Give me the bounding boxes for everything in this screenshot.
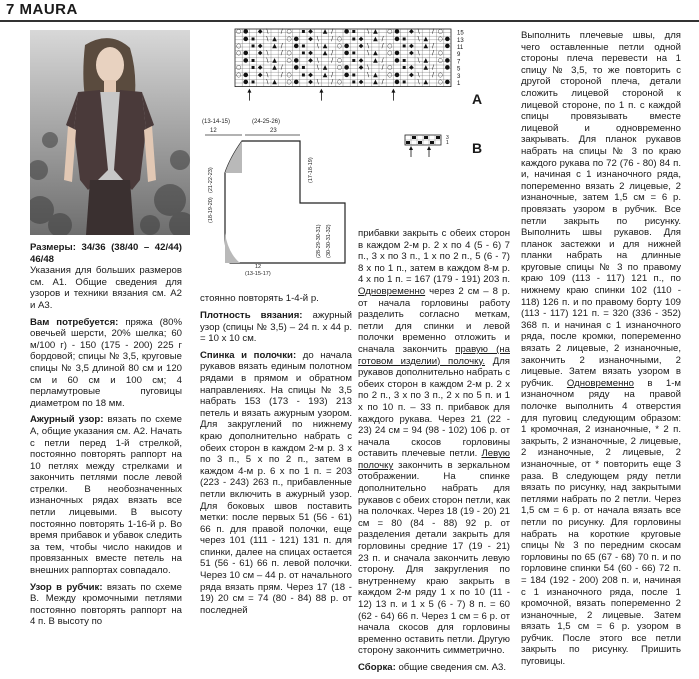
width-label-b: (24-25-26) <box>252 119 281 125</box>
chart-a-symbol: ▲ <box>272 78 277 86</box>
chart-a-symbol: ▪ <box>402 35 407 43</box>
chart-a-symbol: ● <box>293 78 299 86</box>
chart-a-symbol: ▪ <box>402 64 407 72</box>
chart-a-symbol: ▪ <box>301 28 306 36</box>
chart-a-symbol: ◆ <box>308 78 313 86</box>
chart-a-symbol: ▪ <box>250 42 256 50</box>
chart-a-symbol: ○ <box>437 78 443 86</box>
chart-a-symbol: ▪ <box>402 78 407 86</box>
chart-b-symbol <box>424 136 428 139</box>
chart-a-row-number: 13 <box>457 37 464 44</box>
height-label-a: (21-22-23) <box>208 167 214 193</box>
chart-a-symbol: ▪ <box>250 56 256 64</box>
chart-a-arrowhead <box>319 89 323 93</box>
width-label-d: 23 <box>270 128 277 134</box>
column-2-top <box>200 293 352 305</box>
chart-a-symbol: ● <box>343 71 350 79</box>
chart-a-symbol: \ <box>266 28 269 36</box>
left-front-label: Левую полочку <box>358 448 510 471</box>
chart-b-symbol <box>412 136 416 139</box>
back-label: Спинка и полочки: <box>200 349 297 361</box>
height-label-d: (28-29-30-31) <box>316 224 322 258</box>
chart-a-symbol: ◆ <box>358 35 364 43</box>
chart-a-symbol: ◆ <box>257 49 263 57</box>
finishing-text-1: Выполнить плечевые швы, для чего оставленные петли одной стороны плеча перевести на 1 спицу № 3,5, то же повторить с другой стороной плеча, детали сложить лицевой стороной к лицевой стороне, по 1 п. с каждой спицы провязывать вместе лицевой и одновременно закрывать. Для планок рукавов набрать на спицы № 3 по краю каждого рукава по 72 (76 - 80) 84 п. и, начиная с 1 изнаночного ряда, попеременно вязать 2 лицевые, 2 изнаночные, затем 1,5 см = 6 р. провязать узором в рубчик. Все петли закрыть по рисунку. Выполнить швы рукавов. Для планок застежки и для нижней планки набрать на длинные круговые спицы № 3 по правому краю 109 (113 - 117) 121 п., по нижнему краю спинки 102 (110 - 118) 126 п. и по правому борту 109 (113 - 117) 121 п. = 320 (336 - 352) 368 п. и начиная с 1 изнаночного ряда, после кромки, попеременно вязать 2 лицевые, 2 изнаночные, закончить 2 изнаночными, 2 лицевые. Затем вязать узором в рубчик. <box>521 30 681 389</box>
height-label-b: (18-19-20) <box>208 197 214 223</box>
chart-a-symbol: ○ <box>387 64 393 72</box>
chart-a-symbol: ● <box>343 64 350 72</box>
shaded-neck <box>225 141 242 173</box>
garment-schematic <box>200 113 360 293</box>
chart-a-symbol: ▪ <box>351 35 356 43</box>
chart-a-arrowhead <box>247 89 251 93</box>
sizes-label: Размеры: <box>30 242 76 253</box>
chart-a-row-number: 1 <box>457 81 461 87</box>
column-finishing <box>521 30 681 673</box>
sizes-value: 34/36 (38/40 – 42/44) 46/48 <box>30 242 182 265</box>
chart-a-symbol: / <box>331 49 334 57</box>
chart-a-symbol: \ <box>367 42 370 50</box>
rib-continuation: стоянно повторять 1-4-й р. <box>200 293 319 304</box>
chart-a-symbol: ▪ <box>351 28 356 36</box>
chart-a-symbol: ● <box>293 35 299 43</box>
chart-a-symbol: \ <box>316 35 319 43</box>
chart-a-symbol: ▲ <box>322 42 328 50</box>
bottom-label: (13-15-17) <box>245 271 271 277</box>
chart-a-symbol: ◆ <box>358 56 364 64</box>
chart-a-symbol: ● <box>394 71 400 79</box>
chart-a-symbol: / <box>280 28 283 36</box>
chart-a-symbol: ○ <box>286 35 292 43</box>
chart-a-symbol: ◆ <box>409 49 414 57</box>
rib-label: Узор в рубчик: <box>30 581 103 593</box>
chart-a-symbol: ▲ <box>373 71 378 79</box>
chart-a-symbol: \ <box>417 56 420 64</box>
finishing-text-2: в 1-м изнаночном ряду на правой полочке выполнить 4 отверстия для пуговиц следующим образом: 1 кромочная, 2 изнаночные, * 2 п. закрыть, 2 изнаночные, 2 лицевые, 2 изнаночные, 2 лицевые, 2 изнаночные, от * повторить еще 3 раза. В следующем ряду петли вязать по рисунку, над закрытыми петлями набрать по 2 петли. Через 1,5 см = 6 р. от начала вязать все петли по рисунку. Для горловины набрать на короткие круговые спицы № 3 по передним скосам горловины по 65 (67 - 68) 70 п. и по горловине спинки 54 (60 - 66) 72 п. = 184 (192 - 200) 208 п. и, начиная с 1 изнаночного ряда, после 1 кромочной, вязать попеременно 2 изнаночные, 2 лицевые. Затем вязать 1,5 см = 6 р. узором в рубчик. После этого все петли закрыть по рисунку. Пришить пуговицы. <box>521 377 681 668</box>
chart-a-symbol: / <box>431 42 435 50</box>
chart-a-symbol: ○ <box>235 64 242 72</box>
chart-a-symbol: ◆ <box>257 28 263 36</box>
decrease-text: прибавки закрыть с обеих сторон в каждом 2-м р. 2 х по 4 (5 - 6) 7 п., 3 х по 3 п., 1 х по 2 п., 5 (6 - 7) 8 х по 1 п., затем в каждом 8-м р. 4 х по 1 п. = 167 (179 - 191) 203 п. <box>358 228 510 286</box>
lace-text: вязать по схеме А, общие указания см. А2. Начать с петли перед 1-й стрелкой, постоянно повторять раппорт на 10 петлях между стрелками и закончить петлями после левой стрелки. В необозначенных изнаночных рядах вязать все петли лицевыми. В высоту постоянно повторять 1-16-й р. Во время прибавок и убавок следить за тем, чтобы число накидов и провязанных вместе петель на внешних раппортах совпадало. <box>30 414 182 577</box>
chart-a-row-number: 9 <box>457 52 461 59</box>
chart-a-symbol: ○ <box>286 49 292 57</box>
chart-b-symbol <box>406 141 410 144</box>
chart-a-symbol: \ <box>417 28 420 36</box>
chart-a-symbol: \ <box>316 78 319 86</box>
chart-a-symbol: ○ <box>437 35 443 43</box>
chart-a-symbol: ▲ <box>272 35 277 43</box>
chart-b-arrowhead <box>427 146 431 150</box>
chart-a-symbol: ○ <box>387 49 393 57</box>
chart-a-symbol: \ <box>417 71 420 79</box>
chart-a-symbol: ▪ <box>351 78 356 86</box>
chart-a-symbol: ● <box>444 35 451 43</box>
assembly-label: Сборка: <box>358 661 396 673</box>
width-label-a: (13-14-15) <box>202 119 231 125</box>
chart-a-symbol: ◆ <box>257 42 263 50</box>
width-label-c: 12 <box>210 128 217 134</box>
chart-a-symbol: ○ <box>336 42 343 50</box>
chart-a-symbol: ◆ <box>409 28 414 36</box>
chart-a-symbol: \ <box>367 49 370 57</box>
chart-a-symbol: ▲ <box>373 28 378 36</box>
chart-a-symbol: ◆ <box>308 49 313 57</box>
chart-a-symbol: \ <box>367 28 370 36</box>
chart-a-symbol: / <box>381 78 384 86</box>
chart-a-symbol: \ <box>417 78 420 86</box>
chart-a-symbol: ▲ <box>322 28 328 36</box>
chart-a-symbol: ● <box>394 35 400 43</box>
model-photo <box>30 30 190 235</box>
chart-a-symbol: ▲ <box>322 49 328 57</box>
chart-a-symbol: ▪ <box>250 35 256 43</box>
chart-a-symbol: / <box>280 42 283 50</box>
chart-a-symbol: \ <box>266 71 269 79</box>
chart-a-symbol: ▲ <box>322 64 328 72</box>
chart-a-symbol: / <box>331 35 334 43</box>
chart-a-symbol: ● <box>243 71 249 79</box>
chart-a-symbol: ▪ <box>301 42 306 50</box>
chart-a-symbol: ● <box>343 42 350 50</box>
chart-a-symbol: ○ <box>235 71 242 79</box>
chart-a-symbol: ○ <box>437 71 443 79</box>
right-front-label: правую (на готовом изделии) полочку. <box>358 343 510 367</box>
chart-b-symbol <box>418 141 422 144</box>
bottom-small: 12 <box>255 264 262 270</box>
chart-b-symbol <box>430 141 434 144</box>
back-text: до начала рукавов вязать единым полотном рядами в прямом и обратном направлениях. На спицы № 3,5 набрать 153 (173 - 193) 213 петель и вязать ажурным узором. Для закруглений по нижнему краю дополнительно набрать с обеих сторон в каждом 2-м р. 3 х по 3 п., 5 х по 2 п., затем в каждом 4-м р. 6 х по 1 п. = 203 (223 - 243) 263 п., прибавленные петли включить в ажурный узор. Для боковых швов поставить метки: после первых 51 (56 - 61) 66 п. для правой полочки, еще через 101 (111 - 121) 131 п. для спинки, далее на спицах остается 51 (56 - 61) 66 п. левой полочки. Через 10 см – 44 р. от начального ряда вязать прям. Через 17 (18 - 19) 20 см = 74 (80 - 84) 88 р. от последней <box>200 349 353 616</box>
lace-label: Ажурный узор: <box>30 414 104 426</box>
chart-a-row-number: 5 <box>457 66 461 73</box>
chart-a-symbol: ○ <box>286 28 292 36</box>
chart-a-symbol: ● <box>293 56 299 64</box>
chart-a-symbol: \ <box>417 35 420 43</box>
chart-a-symbol: / <box>331 78 334 86</box>
chart-a-symbol: ○ <box>437 28 443 36</box>
chart-a-symbol: \ <box>316 42 319 50</box>
chart-a-symbol: ● <box>243 35 249 43</box>
chart-a-symbol: ○ <box>235 28 242 36</box>
chart-a-symbol: \ <box>367 64 370 72</box>
chart-a-row-number: 3 <box>457 73 461 80</box>
chart-a-row-number: 15 <box>457 30 464 37</box>
chart-a-arrowhead <box>391 89 395 93</box>
chart-b-arrowhead <box>409 146 413 150</box>
chart-a-symbol: ▲ <box>322 71 328 79</box>
chart-a-symbol: ● <box>243 28 249 36</box>
chart-a-symbol: ● <box>444 64 451 72</box>
chart-a-symbol: ▲ <box>373 78 378 86</box>
chart-a-symbol: ▪ <box>301 71 306 79</box>
chart-a-symbol: \ <box>266 35 269 43</box>
chart-a-symbol: / <box>381 35 384 43</box>
density-text: ажурный узор (спицы № 3,5) – 24 п. х 44 р. = 10 х 10 см. <box>200 310 352 345</box>
chart-a-symbol: ▪ <box>351 71 356 79</box>
chart-a-symbol: ● <box>343 49 350 57</box>
chart-a-symbol: ● <box>394 49 400 57</box>
density-label: Плотность вязания: <box>200 310 303 321</box>
chart-a-symbol: ● <box>444 78 451 86</box>
sizes-note: Указания для больших размеров см. А1. Общие сведения для узоров и техники вязания см. А2 и А3. <box>30 265 182 311</box>
chart-a-symbol: ◆ <box>257 71 263 79</box>
chart-a-symbol: ◆ <box>409 42 414 50</box>
chart-b-label: B <box>472 140 483 156</box>
chart-a-symbol: ▪ <box>301 49 306 57</box>
chart-a-symbol: ○ <box>336 78 343 86</box>
chart-a-symbol: / <box>280 71 283 79</box>
chart-a-symbol: ▲ <box>373 56 378 64</box>
chart-a-symbol: ● <box>444 56 451 64</box>
chart-a-symbol: ● <box>394 28 400 36</box>
chart-a-symbol: / <box>280 49 283 57</box>
chart-a-symbol: ▲ <box>423 56 429 64</box>
chart-a-symbol: / <box>431 28 435 36</box>
once-text-3: через 2 см – 8 р. от начала горловины работу разделить согласно меткам, петли для спинки и левой полочки временно отложить и сначала закончить <box>358 285 510 355</box>
chart-a-symbol: \ <box>316 64 319 72</box>
chart-a-symbol: ○ <box>387 71 393 79</box>
right-front-text: Для рукавов дополнительно набрать с обеих сторон в каждом 2-м р. 2 х по 2 п., 3 х по 3 п., 2 х по 5 п. и 1 х по 10 п. – 33 п. прибавок для каждого рукава. Через 21 (22 - 23) 24 см = 94 (98 - 102) 106 р. от начала скосов горловины оставить плечевые петли. <box>358 355 511 460</box>
chart-a-symbol: ▪ <box>250 78 256 86</box>
chart-a-symbol: ▪ <box>301 64 306 72</box>
chart-a-symbol: ◆ <box>358 64 364 72</box>
column-fronts <box>358 228 510 679</box>
materials-text: пряжа (80% овечьей шерсти, 20% шелка; 60 м/100 г) - 150 (175 - 200) 225 г бордовой; спицы № 3,5, круговые спицы № 3,5 длиной 80 см и 120 см и 60 см и 100 см; 4 перламутровые пуговицы диаметром по 18 мм. <box>30 316 182 409</box>
chart-a-symbol: ● <box>394 56 400 64</box>
chart-a-symbol: ▲ <box>423 64 429 72</box>
chart-a-row-number: 11 <box>457 45 464 51</box>
chart-a-symbol: ◆ <box>308 35 313 43</box>
chart-a-symbol: ● <box>293 42 299 50</box>
chart-a-symbol: ▪ <box>402 42 407 50</box>
page-header <box>0 0 699 22</box>
chart-a-symbol: ○ <box>286 78 292 86</box>
chart-b-row-number: 1 <box>446 140 449 146</box>
once-label-3: Одновременно <box>358 285 426 297</box>
page-title: 7 MAURA <box>6 1 78 18</box>
chart-a-symbol: \ <box>367 71 370 79</box>
chart-a-symbol: / <box>280 64 283 72</box>
chart-a-symbol: \ <box>266 78 269 86</box>
materials-label: Вам потребуется: <box>30 316 119 328</box>
chart-a-symbol: ▲ <box>272 64 277 72</box>
chart-a-symbol: ◆ <box>358 42 364 50</box>
chart-a-symbol: ○ <box>387 42 393 50</box>
height-label-e: (30-30-31-32) <box>326 224 332 258</box>
chart-a-symbol: ▪ <box>351 56 356 64</box>
chart-a-symbol: \ <box>316 56 319 64</box>
chart-a-symbol: / <box>381 56 384 64</box>
chart-a-symbol: ○ <box>387 28 393 36</box>
chart-a-symbol: ● <box>343 28 350 36</box>
chart-a-symbol: ○ <box>235 49 242 57</box>
chart-a-symbol: ◆ <box>409 64 414 72</box>
left-front-text: закончить в зеркальном отображении. На спинке дополнительно набрать для рукавов с обеих сторон петли, как на полочках. Через 18 (19 - 20) 21 см = 80 (84 - 88) 92 р. от разделения детали закрыть для горловины средние 17 (19 - 21) 23 п. и сначала закончить левую сторону. Для закругления по внутреннему краю закрыть в каждом 2-м ряду 1 х по 10 (11 - 12) 13 п. и 1 х 5 (6 - 7) 8 п. = 60 (62 - 64) 66 п. Через 1 см = 6 р. от начала скосов для горловины временно оставить петли. Другую сторону закончить симметрично. <box>358 459 510 657</box>
chart-a-symbol: ○ <box>235 42 242 50</box>
column-sizes <box>30 242 182 633</box>
column-density <box>200 310 352 621</box>
chart-a-symbol: ◆ <box>358 78 364 86</box>
chart-a-symbol: \ <box>417 49 420 57</box>
chart-a-row-number: 7 <box>457 59 461 66</box>
chart-a-symbol: ○ <box>336 56 343 64</box>
chart-a-symbol: ○ <box>336 64 343 72</box>
chart-a-symbol: ▪ <box>351 49 356 57</box>
chart-a-symbol: \ <box>266 49 269 57</box>
chart-a-symbol: ◆ <box>308 56 313 64</box>
chart-a-symbol: / <box>431 64 435 72</box>
chart-b-symbol <box>436 136 440 139</box>
chart-a-symbol: ◆ <box>257 64 263 72</box>
chart-a-symbol: / <box>381 42 384 50</box>
chart-a-symbol: / <box>331 56 334 64</box>
chart-a-symbol: ● <box>444 42 451 50</box>
chart-a-symbol: ● <box>394 78 400 86</box>
chart-a-symbol: ○ <box>286 71 292 79</box>
chart-a-symbol: ▲ <box>423 78 429 86</box>
chart-a-symbol: / <box>381 64 384 72</box>
chart-a-symbol: ● <box>243 78 249 86</box>
chart-a-symbol: ○ <box>336 35 343 43</box>
chart-a-symbol: ▲ <box>423 42 429 50</box>
chart-a-symbol: ● <box>293 64 299 72</box>
chart-a-symbol: \ <box>266 56 269 64</box>
chart-a-symbol: ▲ <box>423 35 429 43</box>
chart-a-symbol: / <box>431 49 435 57</box>
chart-a-symbol: / <box>431 71 435 79</box>
chart-a-symbol: ○ <box>286 56 292 64</box>
chart-a-symbol: ▲ <box>373 35 378 43</box>
chart-a-symbol: ▲ <box>373 49 378 57</box>
chart-a-label: A <box>472 91 483 107</box>
chart-a-symbol: ◆ <box>308 28 313 36</box>
chart-a-symbol: ○ <box>437 49 443 57</box>
rib-text: вязать по схеме В. Между кромочными петлями постоянно повторять раппорт на 4 п. В высоту по <box>30 581 182 628</box>
chart-a-symbol: ▲ <box>272 42 277 50</box>
chart-a-symbol: ◆ <box>308 71 313 79</box>
chart-a-symbol: ● <box>243 49 249 57</box>
chart-a-symbol: ● <box>243 56 249 64</box>
chart-a-symbol: / <box>331 28 334 36</box>
chart-a-symbol: ○ <box>437 56 443 64</box>
chart-a-symbol: ▪ <box>250 64 256 72</box>
height-label-c: (17-18-19) <box>308 157 314 183</box>
chart-a-symbol: ◆ <box>409 71 414 79</box>
header-rule <box>0 20 699 22</box>
chart-a-symbol: ▲ <box>272 56 277 64</box>
chart-a-symbol: / <box>331 71 334 79</box>
once-label-4: Одновременно <box>566 377 635 389</box>
assembly-text: общие сведения см. А3. <box>398 661 507 673</box>
chart-b-row-number: 3 <box>446 135 449 141</box>
chart-a-symbol: ▪ <box>402 56 407 64</box>
